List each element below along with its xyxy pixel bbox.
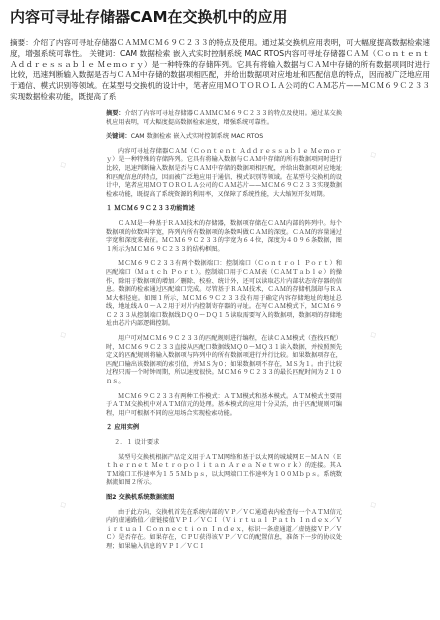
paragraph-1: ＣＡＭ是一种基于ＲＡＭ技术的存储器，数据项存储在ＣＡＭ内部的阵列中。每个数据项的位数叫字宽，阵列内所有数据项的条数叫做ＣＡＭ的深度。ＣＡＭ的容量通过字宽和深度来表征。ＭＣＭ６９Ｃ２３３的字宽为６４位，深度为４０９６条数据，图１所示为ＭＣＭ６９Ｃ２３３的结构框图。 — [106, 219, 342, 253]
paragraph-2: ＭＣＭ６９Ｃ２３３有两个数据端口：控制端口（Ｃｏｎｔｒｏｌ Ｐｏｒｔ）和匹配端口（Ｍａｔｃｈ Ｐｏｒｔ）。控制端口用于ＣＡＭ表（ＣＡＭＴａｂｌｅ）的操作，除用于数据项的增加／删除、校验、统计外，还可以读取芯片内部状态寄存器的信息。数据的检索通过匹配端口完成。尽管基于ＲＡＭ技术，ＣＡＭ的存储机制却与ＲＡＭ大相径庭。如图１所示，ＭＣＭ６９Ｃ２３３没有用于确定内容存储地址的地址总线，地址线Ａ０～Ａ２用于对片内控制寄存器的寻址。在写ＣＡＭ模式下，ＭＣＭ６９Ｃ２３３从控制端口数据线ＤＱ０～ＤＱ１５读取需要写入的数据项，数据项的存储地址由芯片内部逻辑控制。 — [106, 260, 342, 328]
abstract-text: 介绍了内容可寻址存储器ＣＡＭＭＣＭ６９Ｃ２３３的特点及使用。通过某交换机应用表明，可大幅度提高数据检索速度，增强系统可靠性。 — [106, 110, 343, 126]
figure-caption-2: 图2 交换机系统数据流图 — [106, 493, 175, 501]
keywords-text: CAM 数据检索 嵌入式实时控制系统 MAC RTOS — [130, 133, 264, 141]
paragraph-6: 由于此方向，交换机首先在系统内部的ＶＰ／ＶＣ通道表内检查每一个ＡＴＭ信元内的虚通路值／虚链接值ＶＰＩ／ＶＣＩ（Ｖｉｒｔｕａｌ Ｐａｔｈ Ｉｎｄｅｘ／Ｖｉｒｔｕａｌ Ｃｏｎｎｅｃｔｉｏｎ Ｉｎｄｅｘ，标识一条虚通道／虚链接ＶＰ／ＶＣ）是否存在。如果存在，ＣＰＵ获得该ＶＰ／ＶＣ的配置信息，准备下一步的协议处理；如果输入信息的ＶＰＩ／ＶＣＩ — [106, 508, 342, 550]
paragraph-intro: 内容可寻址存储器ＣＡＭ（Ｃｏｎｔｅｎｔ Ａｄｄｒｅｓｓａｂｌｅ Ｍｅｍｏｒｙ）是一种特殊的存储阵列。它具有将输入数据与ＣＡＭ中存储的所有数据项同时进行比较，迅速判断输入数据是否与ＣＡＭ中存储的数据项相匹配，并给出数据项对应地址和匹配信息的特点，因而被广泛地应用于通信、模式识别等领域。在某型号交换机的设计中，笔者应用ＭＯＴＯＲＯＬＡ公司的ＣＡＭ芯片——ＭＣＭ６９Ｃ２３３实现数据检索功能，既提高了系统资源的利用率，又保障了系统性能，大大缩短开发周期。 — [106, 147, 342, 198]
abstract-label: 摘要： — [106, 110, 125, 117]
section-heading-2: ２ 应用实例 — [106, 424, 140, 432]
abstract — [106, 110, 342, 127]
paragraph-5: 某型号交换机根据产品定义用于ＡＴＭ网络和基于以太网的城域网Ｅ－ＭＡＮ（Ｅｔｈｅｒｎｅｔ Ｍｅｔｒｏｐｏｌｉｔａｎ Ａｒｅａ Ｎｅｔｗｏｒｋ）的连接。其ＡＴＭ端口工作速率为１５５Ｍｂｐｓ，以太网端口工作速率为１００Ｍｂｐｓ。系统数据流如图２所示。 — [106, 453, 342, 487]
lead-summary: 摘要：介绍了内容可寻址存储器ＣＡＭＭＣＭ６９Ｃ２３３的特点及使用。通过某交换机应用表明，可大幅度提高数据检索速度，增强系统可靠性。 关键词：CAM 数据检索 嵌入式实时控制系统 MAC RTOS内容可寻址存储器ＣＡＭ（Ｃｏｎｔｅｎｔ Ａｄｄｒｅｓｓａｂｌｅ Ｍｅｍｏｒｙ）是一种特殊的存储阵列。它具有将输入数据与ＣＡＭ中存储的所有数据项同时进行比较，迅速判断输入数据是否与ＣＡＭ中存储的数据项相匹配，并给出数据项对应地址和匹配信息的特点，因而被广泛地应用于通信、模式识别等领域。在某型号交换机的设计中，笔者应用ＭＯＴＯＲＯＬＡ公司的ＣＡＭ芯片——ＭＣＭ６９Ｃ２３３实现数据检索功能，既提高了系 — [10, 38, 430, 101]
watermark-mark: ◇ — [368, 329, 378, 340]
watermark-mark: ◇ — [58, 159, 68, 170]
paragraph-4: ＭＣＭ６９Ｃ２３３有两种工作模式：ＡＴＭ模式和基本模式。ＡＴＭ模式主要用于ＡＴＭ交换机中对ＡＴＭ信元的处理。基本模式的应用十分灵活，由于匹配规则可编程，用户可根据不同的应用场合实现检索功能。 — [106, 392, 342, 417]
paragraph-3: 用户可对ＭＣＭ６９Ｃ２３３的匹配规则进行编程，在读ＣＡＭ模式（查找匹配）时，ＭＣＭ６９Ｃ２３３直接从匹配口数据线ＭＱ０～ＭＱ３１读入数据，并按照预先定义的匹配规则将输入数据项与阵列中的所有数据项进行并行比较。如果数据项存在，匹配口输出该数据项的索引值，并ＭＳ为０；如果数据项不存在，ＭＳ为１。由于比较过程只需一个时钟周期，所以速度很快。ＭＣＭ６９Ｃ２３３的最长匹配时间为２１０ｎｓ。 — [106, 335, 342, 386]
section-heading-1: １ ＭＣＭ６９Ｃ２３３功能简述 — [106, 205, 195, 213]
watermark-mark: ◇ — [58, 329, 68, 340]
article-body — [106, 110, 342, 558]
page-title: 内容可寻址存储器CAM在交换机中的应用 — [10, 8, 288, 26]
watermark-mark: ◇ — [58, 499, 68, 510]
keywords-label: 关键词： — [106, 133, 131, 141]
keywords — [106, 133, 342, 142]
watermark-mark: ◇ — [368, 499, 378, 510]
watermark-mark: ◇ — [368, 149, 378, 160]
subsection-heading-2-1: ２．１ 设计要求 — [114, 439, 160, 446]
